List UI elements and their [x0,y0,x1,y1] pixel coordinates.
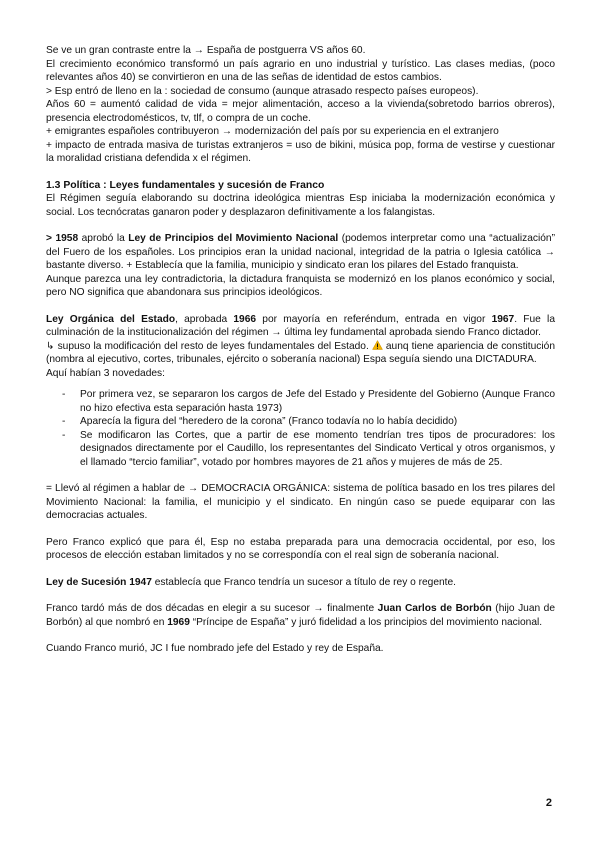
sucesor-text-1: Franco tardó más de dos décadas en elegir a su sucesor → finalmente [46,603,378,614]
intro-line-1: Se ve un gran contraste entre la → España de postguerra VS años 60. [46,45,366,56]
ley-organica-sub-text-2: aunq tiene apariencia de constitución (nombra al ejecutivo, cortes, tribunales, ejército o soberanía nacional) Espa seguía siendo una DICTADURA. [46,340,555,365]
document-page [46,44,555,656]
intro-line-3: > Esp entró de lleno en la : sociedad de consumo (aunque atrasado respecto países europeos). [46,85,479,97]
sucesor-year: 1969 [167,616,190,628]
list-item-text: Aparecía la figura del “heredero de la corona” (Franco todavía no lo había decidido) [80,416,458,427]
novedades-label: Aquí habían 3 novedades: [46,367,165,379]
page-number: 2 [545,797,552,809]
ley-1958-year: 1958 [55,233,79,244]
section-heading: 1.3 Política : Leyes fundamentales y sucesión de Franco [46,179,325,191]
democracia-paragraph: = Llevó al régimen a hablar de → DEMOCRACIA ORGÁNICA: sistema de política basado en los tres pilares del Movimiento Nacional: la familia, el municipio y el sindicato. En ningún caso se puede equiparar con las democracias actuales. [46,483,555,521]
list-item [46,429,555,470]
muerte-paragraph: Cuando Franco murió, JC I fue nombrado jefe del Estado y rey de España. [46,643,384,654]
ley-1958-verb: aprobó la [78,233,129,244]
list-item-text: Por primera vez, se separaron los cargos de Jefe del Estado y Presidente del Gobierno (Aunque Franco no hizo efectiva esta separación hasta 1973) [80,389,555,414]
ley-organica-sub-text-1: ↳ supuso la modificación del resto de leyes fundamentales del Estado. [46,340,372,352]
intro-line-2: El crecimiento económico transformó un país agrario en uno industrial y turístico. Las clases medias, (poco relevantes años 40) se convirtieron en una de las señas de identidad de estos cambios. [46,58,555,83]
list-item [46,415,555,429]
ley-1958-law: Ley de Principios del Movimiento Nacional [128,233,339,244]
sucesor-name: Juan Carlos de Borbón [377,603,492,614]
ley-organica-text-3: . Fue la culminación de la institucionalización del régimen → última ley fundamental aprobada siendo Franco dictador. [46,313,555,338]
ley-organica-sub [46,340,555,367]
intro-line-6: + impacto de entrada masiva de turistas extranjeros = uso de bikini, música pop, forma de vestirse y cuestionar la moralidad cristiana defendida x el régimen. [46,139,555,164]
ley-organica-year-2: 1967 [491,313,515,325]
ley-1958-prefix: > [46,233,56,244]
list-item [46,388,555,415]
ley-sucesion-paragraph [46,576,555,590]
ley-organica-text-1: , aprobada [175,313,234,325]
ley-sucesion-rest: establecía que Franco tendría un sucesor a título de rey o regente. [151,576,457,588]
ley-1958-rest: (podemos interpretar como una “actualización” del Fuero de los españoles. Los principios eran la unidad nacional, integridad de la patria o Iglesia católica → bastante diverso. + Establecía que la familia, municipio y sindicato eran los pilares del Estado franquista. [46,233,555,271]
list-dash: - [62,429,66,441]
section-intro: El Régimen seguía elaborando su doctrina ideológica mientras Esp iniciaba la modernización económica y social. Los tecnócratas ganaron poder y desplazaron definitivamente a los falangistas. [46,193,555,218]
list-dash: - [62,416,66,427]
ley-organica-text-2: por mayoría en referéndum, entrada en vigor [256,313,492,325]
list-item-text: Se modificaron las Cortes, que a partir de ese momento tendrían tres tipos de procuradores: los designados directamente por el Caudillo, los representantes del Sindicato Vertical y otros organismos, y el llamado “tercio familiar”, votado por hombres mayores de 21 años y mujeres de más de 25. [80,429,555,468]
intro-line-5: + emigrantes españoles contribuyeron → modernización del país por su experiencia en el extranjero [46,126,499,137]
ley-1958-paragraph [46,232,555,273]
sucesor-paragraph [46,602,555,629]
intro-line-4: Años 60 = aumentó calidad de vida = mejor alimentación, acceso a la vivienda(sobretodo barrios obreros), presencia electrodomésticos, tv, tlf, o compra de un coche. [46,99,555,124]
sucesor-text-2: (hijo Juan de Borbón) al que nombró en [46,603,556,628]
sucesor-text-3: “Príncipe de España” y juró fidelidad a los principios del movimiento nacional. [189,616,543,628]
novedades-list [46,388,555,469]
warning-icon [372,340,383,350]
ley-sucesion-law: Ley de Sucesión 1947 [46,576,152,588]
franco-explico-paragraph: Pero Franco explicó que para él, Esp no estaba preparada para una democracia occidental, por eso, los procesos de elección estaban limitados y no se correspondía con el real sign de soberanía nacional. [46,536,555,561]
list-dash: - [62,389,66,400]
ley-organica-law: Ley Orgánica del Estado [46,313,176,325]
ley-organica-year-1: 1966 [233,313,257,325]
ley-organica-paragraph [46,313,555,340]
ley-1958-contradiction: Aunque parezca una ley contradictoria, la dictadura franquista se modernizó en los planos económico y social, pero NO significa que abandonara sus principios ideológicos. [46,273,555,298]
